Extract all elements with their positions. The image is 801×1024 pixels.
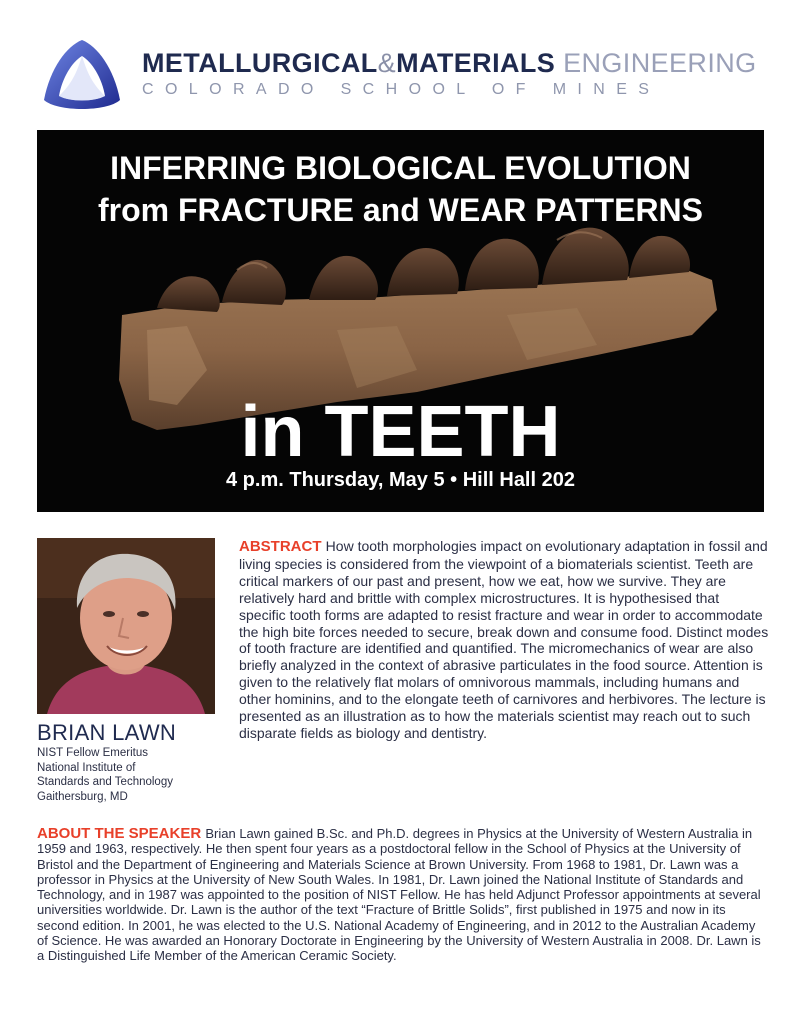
about-heading: ABOUT THE SPEAKER [37, 825, 206, 842]
hero-banner [37, 130, 764, 512]
speaker-photo [37, 538, 215, 714]
event-info: 4 p.m. Thursday, May 5 • Hill Hall 202 [226, 469, 575, 491]
speaker-affiliation [37, 746, 227, 804]
hero-title-line2: from FRACTURE and WEAR PATTERNS [97, 192, 703, 228]
affiliation-line: NIST Fellow Emeritus [37, 747, 148, 759]
department-name [142, 50, 757, 77]
about-body: Brian Lawn gained B.Sc. and Ph.D. degrees in Physics at the University of Western Australia in 1959 and 1963, respectively. He then spent four years as a postdoctoral fellow in the School of Physics at the University of Bristol and the Department of Engineering and Materials Science at Brown University. From 1968 to 1981, Dr. Lawn was a professor in Physics at the University of New South Wales. In 1981, Dr. Lawn joined the National Institute of Standards and Technology, and in 1987 was appointed to the position of NIST Fellow. He has held Adjunct Professor appointments at several universities worldwide. Dr. Lawn is the author of the text “Fracture of Brittle Solids”, first published in 1975 and now in its second edition. In 2001, he was elected to the U.S. National Academy of Engineering, and in 2012 to the Australian Academy of Science. He was awarded an Honorary Doctorate in Engineering by the University of Western Australia in 2008. Dr. Lawn is a Distinguished Life Member of the American Ceramic Society. [37, 826, 761, 964]
hero-title-line1: INFERRING BIOLOGICAL EVOLUTION [110, 150, 691, 186]
dept-word-materials: MATERIALS [396, 48, 556, 78]
affiliation-line: National Institute of [37, 761, 136, 774]
dept-word-metallurgical: METALLURGICAL [142, 48, 378, 78]
about-speaker-section [37, 826, 767, 964]
dept-ampersand: & [377, 48, 397, 78]
abstract-body: How tooth morphologies impact on evolutionary adaptation in fossil and living species is considered from the viewpoint of a biomaterials scientist. Teeth are critical markers of our past and present, how we eat, how we survive. They are relatively hard and brittle with complex microstructures. It is hypothesised that specific tooth forms are adapted to resist fracture and wear in order to accommodate the high bite forces needed to secure, break down and consume food. Distinct modes of tooth fracture are identified and quantified. The micromechanics of wear are also briefly analyzed in the context of abrasive particulates in the food source. Attention is given to the relatively flat molars of omnivorous mammals, including humans and other hominins, and to the elongate teeth of carnivores and herbivores. The lecture is presented as an illustration as to how the materials scientist may reach out to such disparate fields as biology and dentistry. [239, 538, 769, 741]
abstract-section [239, 538, 769, 742]
affiliation-line: Standards and Technology [37, 776, 173, 788]
dept-word-engineering: ENGINEERING [555, 48, 757, 78]
affiliation-line: Gaithersburg, MD [37, 790, 128, 803]
abstract-heading: ABSTRACT [239, 538, 326, 555]
speaker-name: BRIAN LAWN [37, 720, 177, 745]
school-name: COLORADO SCHOOL OF MINES [142, 81, 661, 98]
hero-big-text: in TEETH [240, 392, 561, 472]
school-logo-icon [42, 38, 122, 116]
